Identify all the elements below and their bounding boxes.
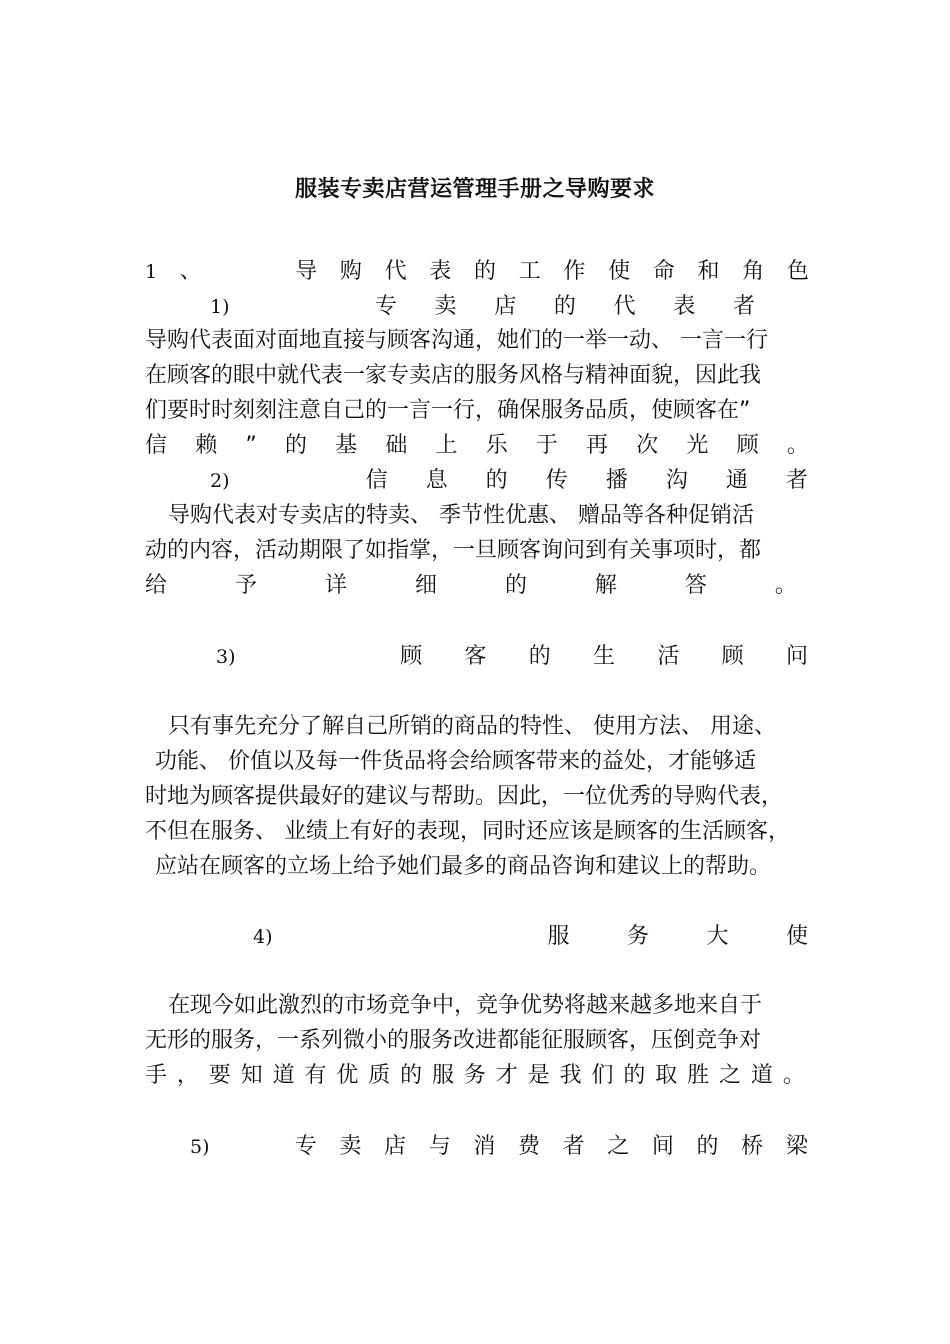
glyph: 沟 [665, 468, 688, 493]
paragraph-line: 只有事先充分了解自己所销的商品的特性、 使用方法、 用途、 [168, 714, 776, 739]
glyph: 桥 [741, 1134, 764, 1159]
glyph: 代 [384, 259, 407, 284]
section-separator: 、 [179, 259, 202, 284]
paragraph-line-justified [145, 569, 797, 603]
glyph: 的 [528, 644, 551, 669]
glyph: 有 [304, 1063, 327, 1088]
document-title: 服装专卖店营运管理手册之导购要求 [294, 177, 655, 202]
glyph: 顾 [721, 644, 744, 669]
glyph: 之 [607, 1134, 630, 1159]
glyph: 的 [504, 573, 527, 598]
paragraph-line-justified [145, 429, 809, 463]
glyph: 们 [591, 1063, 614, 1088]
glyph: 我 [559, 1063, 582, 1088]
glyph: 服 [547, 924, 570, 949]
glyph: 费 [517, 1134, 540, 1159]
glyph: 代 [613, 294, 636, 319]
item-number: 2) [210, 470, 230, 492]
glyph: 使 [608, 259, 631, 284]
glyph: 活 [657, 644, 680, 669]
glyph: 问 [785, 644, 808, 669]
glyph: 。 [786, 433, 809, 458]
glyph: 命 [652, 259, 675, 284]
glyph: 的 [553, 294, 576, 319]
paragraph-line: 不但在服务、 业绩上有好的表现，同时还应该是顾客的生活顾客， [145, 819, 790, 844]
glyph: 要 [208, 1063, 231, 1088]
glyph: 导 [295, 259, 318, 284]
glyph: 生 [593, 644, 616, 669]
glyph: 乐 [485, 433, 508, 458]
glyph: 道 [750, 1063, 773, 1088]
paragraph-line: 时地为顾客提供最好的建议与帮助。因此，一位优秀的导购代表， [145, 784, 784, 809]
glyph: 才 [495, 1063, 518, 1088]
paragraph-line: 动的内容，活动期限了如指掌，一旦顾客询问到有关事项时，都 [145, 538, 762, 563]
glyph: 赖 [195, 433, 218, 458]
glyph: 传 [545, 468, 568, 493]
glyph: 者 [785, 468, 808, 493]
glyph: 表 [673, 294, 696, 319]
glyph: 的 [284, 433, 307, 458]
glyph: 。 [774, 573, 797, 598]
glyph: 光 [686, 433, 709, 458]
glyph: 础 [385, 433, 408, 458]
glyph: 解 [594, 573, 617, 598]
glyph: 再 [586, 433, 609, 458]
glyph: 服 [432, 1063, 455, 1088]
item-heading [210, 290, 755, 324]
paragraph-line: 功能、 价值以及每一件货品将会给顾客带来的益处，才能够适 [155, 749, 756, 774]
glyph: 表 [429, 259, 452, 284]
glyph: 使 [785, 924, 808, 949]
glyph: 详 [324, 573, 347, 598]
glyph: 卖 [434, 294, 457, 319]
glyph: ， [176, 1063, 199, 1088]
paragraph-line: 应站在顾客的立场上给予她们最多的商品咨询和建议上的帮助。 [155, 854, 772, 879]
glyph: 间 [651, 1134, 674, 1159]
glyph: 基 [335, 433, 358, 458]
glyph: 色 [786, 259, 809, 284]
glyph: 之 [719, 1063, 742, 1088]
glyph: 顾 [736, 433, 759, 458]
paragraph-line: 导购代表面对面地直接与顾客沟通，她们的一举一动、 一言一行 [145, 328, 768, 353]
glyph: 的 [485, 468, 508, 493]
glyph: 播 [605, 468, 628, 493]
item-heading [253, 920, 808, 954]
glyph: 店 [384, 1134, 407, 1159]
section-number: 1 [145, 261, 158, 283]
glyph: 上 [435, 433, 458, 458]
glyph: 的 [623, 1063, 646, 1088]
glyph: 和 [697, 259, 720, 284]
glyph: 优 [336, 1063, 359, 1088]
glyph: 信 [365, 468, 388, 493]
glyph: 专 [294, 1134, 317, 1159]
glyph: 店 [494, 294, 517, 319]
glyph: 予 [234, 573, 257, 598]
glyph: 作 [563, 259, 586, 284]
glyph: 务 [626, 924, 649, 949]
item-number: 1) [210, 296, 230, 318]
glyph: 知 [240, 1063, 263, 1088]
paragraph-line: 在顾客的眼中就代表一家专卖店的服务风格与精神面貌，因此我 [145, 363, 762, 388]
paragraph-line: 导购代表对专卖店的特卖、 季节性优惠、 赠品等各种促销活 [168, 503, 754, 528]
glyph: 的 [400, 1063, 423, 1088]
glyph: 次 [636, 433, 659, 458]
item-number: 5) [190, 1136, 210, 1158]
glyph: 。 [782, 1063, 805, 1088]
item-heading [210, 464, 808, 498]
glyph: 胜 [687, 1063, 710, 1088]
glyph: 手 [145, 1063, 168, 1088]
glyph: 专 [374, 294, 397, 319]
glyph: ” [245, 433, 257, 458]
glyph: 取 [655, 1063, 678, 1088]
glyph: 工 [518, 259, 541, 284]
glyph: 客 [464, 644, 487, 669]
item-number: 3) [216, 646, 236, 668]
glyph: 顾 [400, 644, 423, 669]
item-heading [190, 1130, 808, 1164]
paragraph-line: 在现今如此激烈的市场竞争中，竞争优势将越来越多地来自于 [168, 993, 763, 1018]
glyph: 息 [425, 468, 448, 493]
glyph: 角 [742, 259, 765, 284]
glyph: 卖 [339, 1134, 362, 1159]
section-heading [145, 255, 809, 289]
glyph: 于 [535, 433, 558, 458]
paragraph-line: 们要时时刻刻注意自己的一言一行，确保服务品质，使顾客在” [145, 398, 751, 423]
glyph: 大 [706, 924, 729, 949]
glyph: 与 [428, 1134, 451, 1159]
glyph: 质 [368, 1063, 391, 1088]
paragraph-line: 无形的服务，一系列微小的服务改进都能征服顾客，压倒竞争对 [145, 1028, 762, 1053]
glyph: 答 [684, 573, 707, 598]
glyph: 梁 [785, 1134, 808, 1159]
glyph: 道 [272, 1063, 295, 1088]
glyph: 给 [145, 573, 168, 598]
paragraph-line-justified [145, 1059, 805, 1093]
glyph: 细 [414, 573, 437, 598]
item-heading [216, 640, 808, 674]
glyph: 通 [725, 468, 748, 493]
glyph: 务 [463, 1063, 486, 1088]
glyph: 是 [527, 1063, 550, 1088]
glyph: 者 [562, 1134, 585, 1159]
glyph: 者 [732, 294, 755, 319]
glyph: 信 [145, 433, 168, 458]
glyph: 消 [473, 1134, 496, 1159]
item-number: 4) [253, 926, 273, 948]
glyph: 的 [473, 259, 496, 284]
glyph: 购 [339, 259, 362, 284]
glyph: 的 [696, 1134, 719, 1159]
